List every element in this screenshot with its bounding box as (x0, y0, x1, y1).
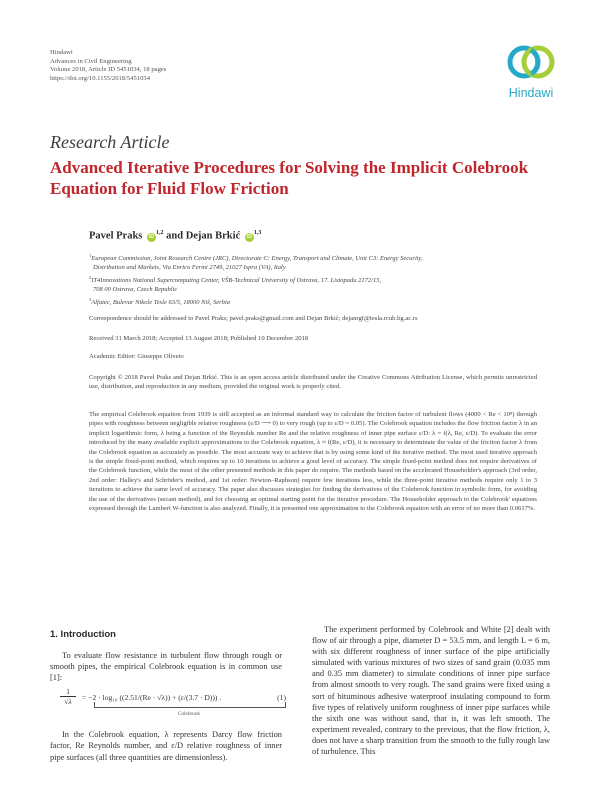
author-list (89, 230, 261, 242)
doi-link[interactable]: https://doi.org/10.1155/2018/5451034 (50, 74, 151, 82)
equation-number: (1) (277, 693, 286, 703)
author-name[interactable]: Dejan Brkić (185, 230, 241, 242)
affiliations (89, 251, 539, 307)
equation-numerator: 1 (60, 687, 76, 697)
colebrook-equation (60, 687, 286, 723)
author-affiliation-marker: 1,3 (253, 230, 262, 236)
article-title: Advanced Iterative Procedures for Solving the Implicit Colebrook Equation for Fluid Flow Friction (50, 158, 529, 198)
affiliation-text: Distribution and Markets, Via Enrico Fermi 2749, 21027 Ispra (VA), Italy (93, 264, 286, 272)
equation-brace-label: Colebrook (178, 711, 200, 718)
equation-lhs (60, 687, 76, 707)
journal-name: Advances in Civil Engineering (50, 57, 132, 65)
affiliation-number: 1 (89, 253, 92, 258)
affiliation-text: 708 00 Ostrava, Czech Republic (93, 286, 178, 294)
volume-line: Volume 2018, Article ID 5451034, 18 pages (50, 66, 167, 74)
equation-rhs: = −2 · log₁₀ ((2.51/(Re · √λ)) + (ε/(3.7 · D))) . (82, 693, 222, 703)
affiliation-line (89, 295, 539, 307)
section-heading: 1. Introduction (50, 629, 116, 640)
affiliation-number: 2 (89, 274, 92, 280)
author-affiliation-marker: 1,2 (156, 230, 164, 236)
logo-text: Hindawi (508, 86, 554, 100)
paragraph: In the Colebrook equation, λ represents Darcy flow friction factor, Re Reynolds number, and ε/D relative roughness of inner pipe surfaces (all three quantities are dimensionless). (50, 730, 282, 762)
equation-brace (94, 702, 286, 708)
affiliation-line (89, 285, 539, 294)
copyright-notice: Copyright © 2018 Pavel Praks and Dejan Brkić. This is an open access article distributed under the Creative Commons Attribution License, which permits unrestricted use, distribution, and reproduction in any medium, provided the original work is properly cited. (89, 374, 537, 391)
correspondence: Correspondence should be addressed to Pavel Praks; pavel.praks@gmail.com and Dejan Brkić; dejanrgf@tesla.rcub.bg.ac.rs (89, 315, 418, 322)
affiliation-line (89, 263, 539, 272)
affiliation-text: IT4Innovations National Supercomputing Center, VŠB-Technical University of Ostrava, 17. Listopadu 2172/15, (91, 276, 382, 284)
affiliation-line (89, 273, 539, 285)
left-column (50, 625, 286, 763)
article-type: Research Article (50, 132, 170, 152)
publisher-name: Hindawi (50, 49, 73, 56)
hindawi-logo (500, 42, 562, 98)
paragraph: To evaluate flow resistance in turbulent flow through rough or smooth pipes, the empirical Colebrook equation is in common use [1]: (50, 651, 282, 683)
affiliation-text: Alfatec, Bulevar Nikole Tesle 63/5, 18000 Niš, Serbia (91, 298, 231, 306)
orcid-icon[interactable]: iD (149, 233, 154, 240)
hindawi-rings-icon (500, 42, 562, 86)
affiliation-number: 3 (89, 296, 92, 302)
academic-editor: Academic Editor: Giuseppe Oliveto (89, 353, 184, 360)
journal-header (50, 49, 166, 83)
abstract: The empirical Colebrook equation from 1939 is still accepted as an informal standard way to calculate the friction factor of turbulent flows (4000 < Re < 10⁸) through pipes with roughness between negligible relative roughness (ε/D ⟶ 0) to very rough (up to ε/D = 0.05). The Colebrook equation includes the flow friction factor λ in an implicit logarithmic form, λ being a function of the Reynolds number Re and the relative roughness of inner pipe surface ε/D: λ = f(λ, Re, ε/D). To evaluate the error introduced by the many available explicit approximations to the Colebrook equation, λ ≈ f(Re, ε/D), it is necessary to determinate the value of the friction factor λ from the Colebrook equation as accurately as possible. The most accurate way to achieve that is by using some kind of the iterative method. The most used iterative approach is the simple fixed-point method, which requires up to 10 iterations to achieve a good level of accuracy. The simple fixed-point method does not require derivatives of the Colebrook function, while the most of the other presented methods in this paper do require. The methods based on the accelerated Householder's approach (3rd order, 2nd order: Halley's and Schröder's method, and 1st order: Newton–Raphson) require few iterations less, while the three-point iterative methods require only 1 to 3 iterations to achieve the same level of accuracy. The paper also discusses strategies for finding the derivatives of the Colebrook function in symbolic form, for avoiding the use of the derivatives (secant method), and for choosing an optimal starting point for the iterative procedure. The Householder approach to the Colebrook' equations expressed through the Lambert W-function is also analyzed. Finally, it is presented one approximation to the Colebrook equation with an error of no more than 0.0617%. (89, 411, 537, 513)
and-word: and (166, 230, 184, 242)
orcid-icon[interactable]: iD (246, 233, 252, 240)
publication-dates: Received 31 March 2018; Accepted 13 August 2018; Published 10 December 2018 (89, 335, 309, 342)
affiliation-text: European Commission, Joint Research Centre (JRC), Directorate C: Energy, Transport and Climate, Unit C3: Energy Security, (91, 255, 423, 263)
author-name[interactable]: Pavel Praks (89, 230, 143, 242)
equation-denominator: √λ (64, 697, 72, 707)
affiliation-line (89, 251, 539, 263)
right-column-paragraph: The experiment performed by Colebrook and White [2] dealt with flow of air through a pipe, diameter D = 53.5 mm, and length L = 6 m, with six different roughness of inner surface of the pipe artificially simulated with various mixtures of two sizes of sand grain (0.035 mm and 0.35 mm diameter) to simulate conditions of inner pipe surface from almost smooth to very rough. The sand grains were fixed using a sort of bituminous adhesive waterproof insulating compound to form five types of relatively uniform roughness of inner pipe surfaces while the sixth one was without sand, that is, it was left smooth. The experiment revealed, contrary to the previous, that the flow friction, λ, does not have a sharp transition from the smooth to the fully rough law of turbulence. This (312, 625, 550, 757)
